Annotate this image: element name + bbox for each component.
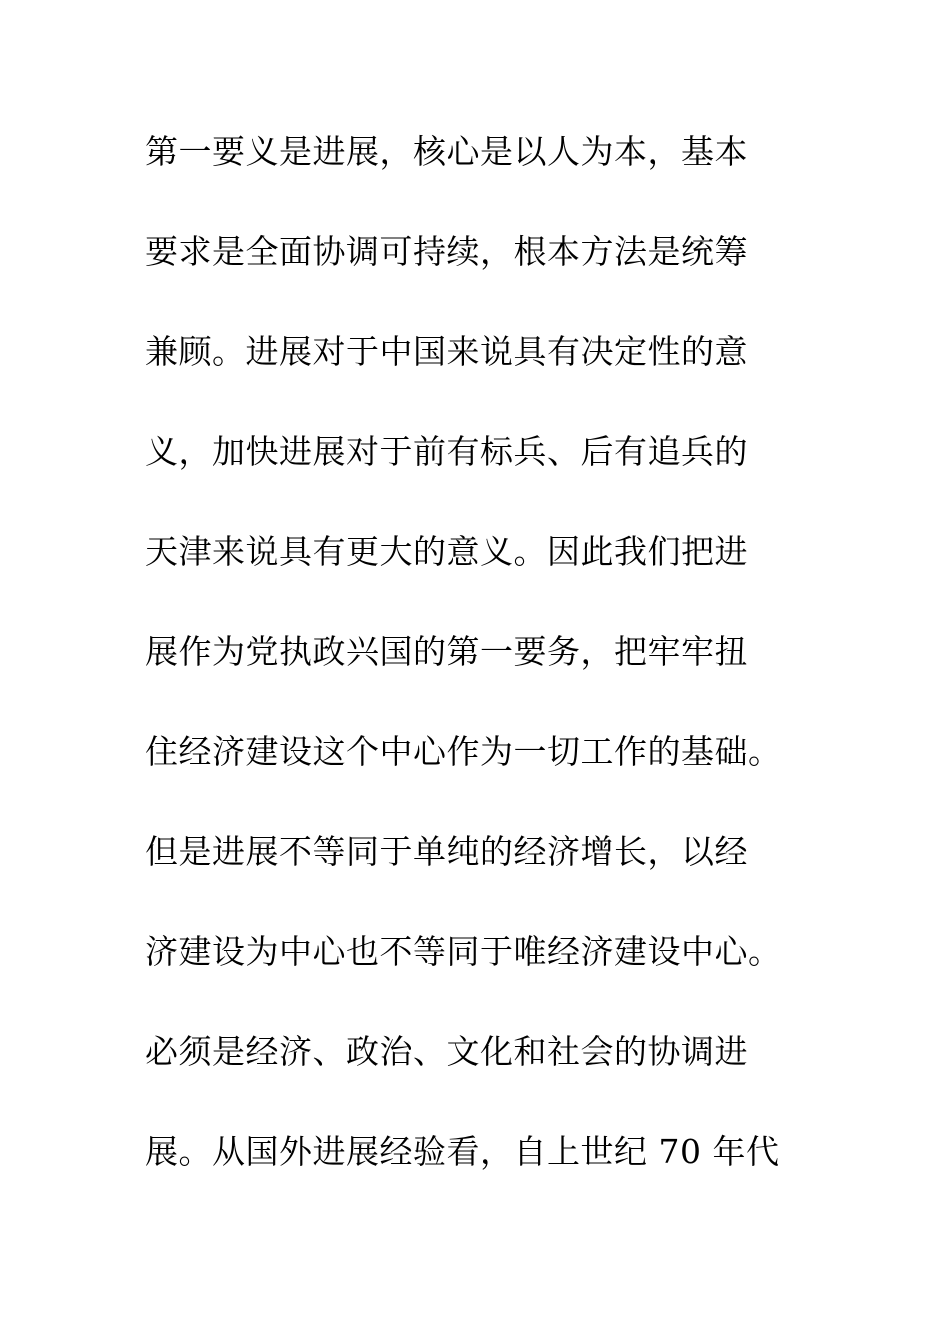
text-line: 必须是经济、政治、文化和社会的协调进 xyxy=(145,1032,748,1071)
text-line: 要求是全面协调可持续，根本方法是统筹 xyxy=(145,232,748,271)
text-line: 济建设为中心也不等同于唯经济建设中心。 xyxy=(145,932,782,971)
text-line: 义，加快进展对于前有标兵、后有追兵的 xyxy=(145,432,748,471)
text-line: 展作为党执政兴国的第一要务，把牢牢扭 xyxy=(145,632,748,671)
body-text xyxy=(145,126,825,1226)
text-line: 第一要义是进展，核心是以人为本，基本 xyxy=(145,132,748,171)
text-line: 兼顾。进展对于中国来说具有决定性的意 xyxy=(145,332,748,371)
text-line: 但是进展不等同于单纯的经济增长，以经 xyxy=(145,832,748,871)
text-line: 天津来说具有更大的意义。因此我们把进 xyxy=(145,532,748,571)
text-line: 住经济建设这个中心作为一切工作的基础。 xyxy=(145,732,782,771)
text-line: 展。从国外进展经验看，自上世纪 70 年代 xyxy=(145,1132,780,1171)
